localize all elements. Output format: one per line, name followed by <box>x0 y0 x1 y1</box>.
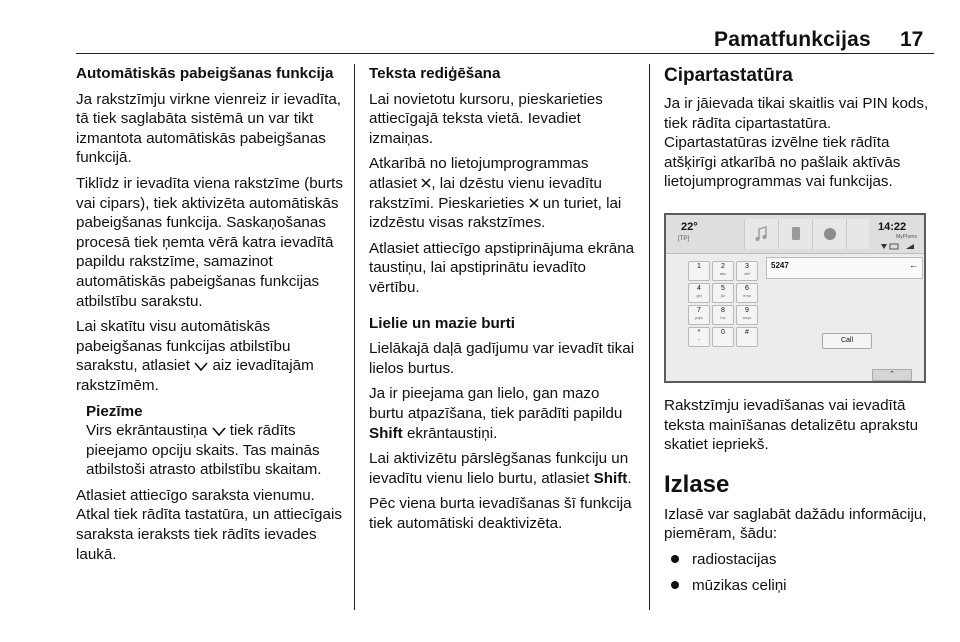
column-1 <box>76 64 351 570</box>
note-block <box>86 402 351 480</box>
chevron-down-icon <box>212 427 226 436</box>
phone-icon <box>778 219 813 249</box>
info-icon <box>812 219 847 249</box>
numpad-heading: Cipartastatūra <box>664 65 793 86</box>
note-text <box>86 421 351 480</box>
text-editing-para-2 <box>369 154 635 232</box>
list-item-label: mūzikas celiņi <box>692 576 787 594</box>
case-para-2-c: ekrāntaustiņi. <box>406 424 498 442</box>
autocomplete-para-3-text-b: aiz ievadītajām rakstzīmēm. <box>76 357 314 394</box>
call-button[interactable]: Call <box>822 333 872 349</box>
text-editing-heading: Teksta rediģēšana <box>369 65 501 82</box>
running-header-title: Pamatfunkcijas <box>714 28 871 51</box>
case-para-3-a: Lai aktivizētu pārslēgšanas funkciju un ievadītu vienu lielo burtu, atlasiet <box>369 450 629 487</box>
case-para-2 <box>369 384 635 443</box>
text-editing-para-2-a: Atkarībā no lietojumprogrammas atlasiet <box>369 155 589 192</box>
text-editing-para-1: Lai novietotu kursoru, pieskarieties attiecīgajā teksta vietā. Ievadiet izmaiņas. <box>369 90 603 147</box>
case-para-1: Lielākajā daļā gadījumu var ievadīt tikai lielos burtus. <box>369 340 635 377</box>
note-text-a: Virs ekrāntaustiņa <box>86 422 208 440</box>
favourites-para: Izlasē var saglabāt dažādu informāciju, piemēram, šādu: <box>664 505 927 543</box>
tp-indicator: [TP] <box>678 236 690 242</box>
autocomplete-para-3 <box>76 317 351 395</box>
column-divider-1 <box>354 64 355 610</box>
number-input-field[interactable] <box>766 257 923 279</box>
delete-x-icon <box>421 178 431 188</box>
clock: 14:22 <box>878 221 907 233</box>
favourites-heading: Izlase <box>664 470 730 498</box>
note-text-b: tiek rādīts pieejamo opciju skaits. Tas mainās atbilstoši atrasto atbilstību skaitam. <box>86 422 322 479</box>
header-divider <box>76 53 934 54</box>
list-item-label: radiostacijas <box>692 550 777 568</box>
phone-name: MyPhone <box>896 234 918 240</box>
number-input-value: 5247 <box>771 261 789 270</box>
text-editing-para-2-b: , lai dzēstu vienu ievadītu rakstzīmi. Pieskarieties <box>369 174 602 212</box>
key-4[interactable]: 4 ghi <box>688 283 710 303</box>
favourites-list <box>664 550 934 595</box>
autocomplete-para-4: Atlasiet attiecīgo saraksta vienumu. Atkal tiek rādīta tastatūra, un attiecīgais saraksta ieraksts tiek rādīts ievades laukā. <box>76 486 342 563</box>
text-editing-para-2-c: un turiet, lai izdzēstu visas rakstzīmes. <box>369 194 622 232</box>
list-item <box>664 550 934 570</box>
case-para-4: Pēc viena burta ievadīšanas šī funkcija tiek automātiski deaktivizēta. <box>369 495 632 532</box>
note-title: Piezīme <box>86 402 143 420</box>
case-para-3-c: . <box>627 469 632 487</box>
bullet-icon <box>671 581 679 589</box>
numpad-para-2: Rakstzīmju ievadīšanas vai ievadītā teksta mainīšanas detalizētu aprakstu skatiet iepriekš. <box>664 396 919 454</box>
key-9[interactable]: 9 wxyz <box>736 305 758 325</box>
delete-x-icon <box>529 198 539 208</box>
key-8[interactable]: 8 tuv <box>712 305 734 325</box>
key-2[interactable]: 2 abc <box>712 261 734 281</box>
autocomplete-para-3-text-a: Lai skatītu visu automātiskās pabeigšanas funkcijas atbilstību sarakstu, atlasiet <box>76 318 291 375</box>
key-0[interactable]: 0 <box>712 327 734 347</box>
music-icon <box>744 219 779 249</box>
autocomplete-heading: Automātiskās pabeigšanas funkcija <box>76 65 334 82</box>
key-hash[interactable]: # <box>736 327 758 347</box>
text-editing-para-3: Atlasiet attiecīgo apstiprinājuma ekrāna taustiņu, lai apstiprinātu ievadīto vērtību. <box>369 239 635 296</box>
key-3[interactable]: 3 def <box>736 261 758 281</box>
case-para-2-a: Ja ir pieejama gan lielo, gan mazo burtu atpazīšana, tiek parādīti papildu <box>369 385 623 422</box>
case-heading: Lielie un mazie burti <box>369 314 515 332</box>
autocomplete-para-1: Ja rakstzīmju virkne vienreiz ir ievadīta, tā tiek saglabāta sistēmā un var tikt izmantota automātiskās pabeigšanas funkcijā. <box>76 90 342 167</box>
signal-icon <box>876 243 920 250</box>
key-5[interactable]: 5 jkl <box>712 283 734 303</box>
temperature: 22° <box>681 221 698 233</box>
status-bar <box>666 215 924 254</box>
key-7[interactable]: 7 pqrs <box>688 305 710 325</box>
key-star[interactable]: * + <box>688 327 710 347</box>
chevron-up-icon[interactable]: ⌃ <box>872 369 912 381</box>
bullet-icon <box>671 555 679 563</box>
numpad-screenshot <box>664 213 926 383</box>
autocomplete-para-2: Tiklīdz ir ievadīta viena rakstzīme (burts vai cipars), tiek aktivizēta automātiskās pabeigšanas funkcija. Saskaņošanas procesā tiek ņemta vērā katra ievadītā papildu rakstzīme, samazinot automātiskās pabeigšanas funkcijas atbilstību sarakstu. <box>76 174 343 310</box>
shift-label: Shift <box>593 469 628 487</box>
blank-tile <box>846 219 869 249</box>
column-divider-2 <box>649 64 650 610</box>
key-1[interactable]: 1 <box>688 261 710 281</box>
backspace-icon[interactable]: ← <box>909 260 918 270</box>
page-number: 17 <box>900 28 924 51</box>
column-2 <box>369 64 635 539</box>
shift-label: Shift <box>369 424 403 442</box>
key-6[interactable]: 6 mno <box>736 283 758 303</box>
numpad-para-1: Ja ir jāievada tikai skaitlis vai PIN kods, tiek rādīta cipartastatūra. Cipartastatūras izvēlne tiek rādīta atšķirīgi atkarībā no pašlaik aktīvās lietojumprogrammas vai funkcijas. <box>664 95 929 191</box>
list-item <box>664 576 934 596</box>
chevron-down-icon <box>194 362 208 371</box>
case-para-3 <box>369 449 635 488</box>
